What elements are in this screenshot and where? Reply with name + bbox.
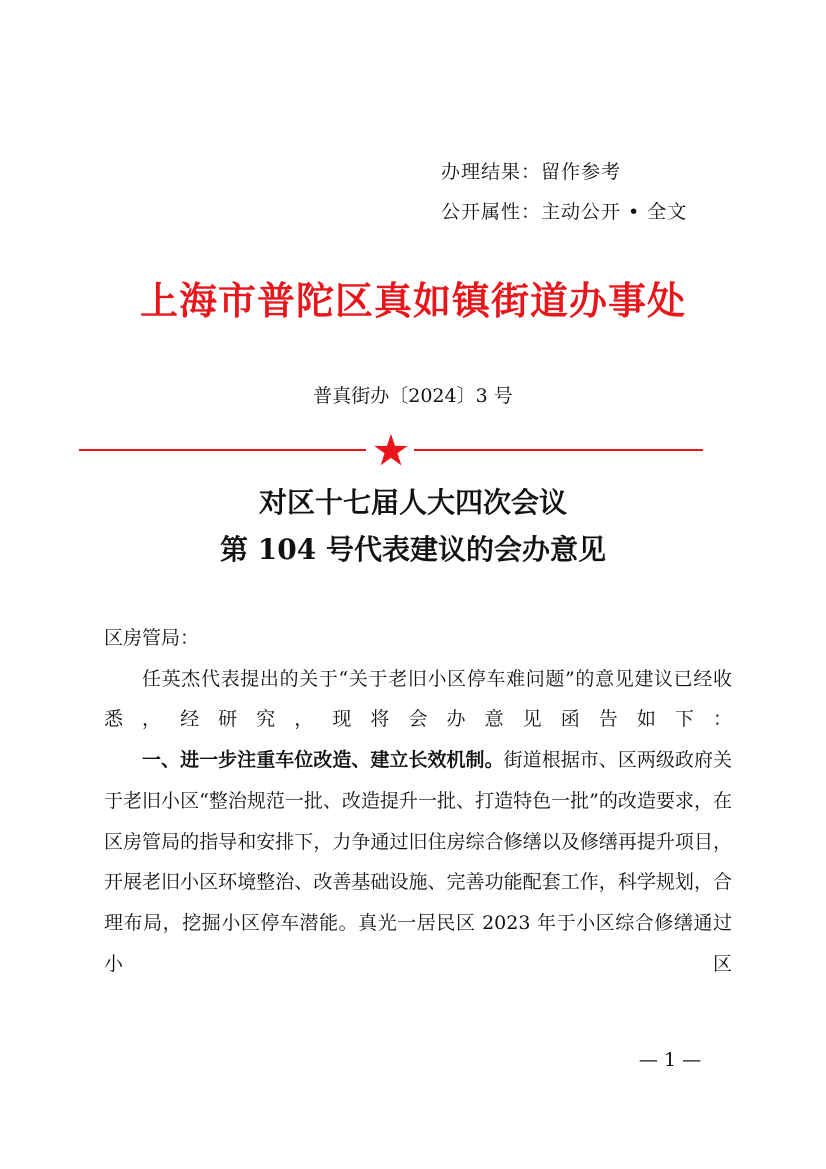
red-rule-right: [414, 449, 703, 451]
document-title-line-2: 第 104 号代表建议的会办意见: [220, 533, 606, 566]
page-number: — 1 —: [638, 1049, 702, 1071]
document-number: 普真街办〔2024〕3 号: [313, 385, 513, 407]
red-rule-left: [79, 449, 366, 451]
issuing-organization-header: 上海市普陀区真如镇街道办事处: [139, 278, 686, 323]
document-body: [104, 618, 732, 984]
salutation: 区房管局：: [104, 627, 200, 649]
handling-result: 办理结果：留作参考: [441, 161, 622, 183]
disclosure-attribute: 公开属性：主动公开 • 全文: [441, 201, 688, 223]
section-one-text: 街道根据市、区两级政府关于老旧小区“整治规范一批、改造提升一批、打造特色一批”的改造要求，在区房管局的指导和安排下，力争通过旧住房综合修缮以及修缮再提升项目，开展老旧小区环境整治、改善基础设施、完善功能配套工作，科学规划，合理布局，挖掘小区停车潜能。真光一居民区 2023 年于小区综合修缮通过小区: [104, 749, 732, 975]
star-icon: [373, 433, 409, 469]
intro-paragraph: 任英杰代表提出的关于“关于老旧小区停车难问题”的意见建议已经收悉，经研究，现将会办意见函告如下：: [104, 667, 732, 731]
document-title-line-1: 对区十七届人大四次会议: [258, 486, 567, 519]
section-one-paragraph: [104, 740, 732, 984]
section-one-heading: 一、进一步注重车位改造、建立长效机制。: [142, 749, 504, 772]
